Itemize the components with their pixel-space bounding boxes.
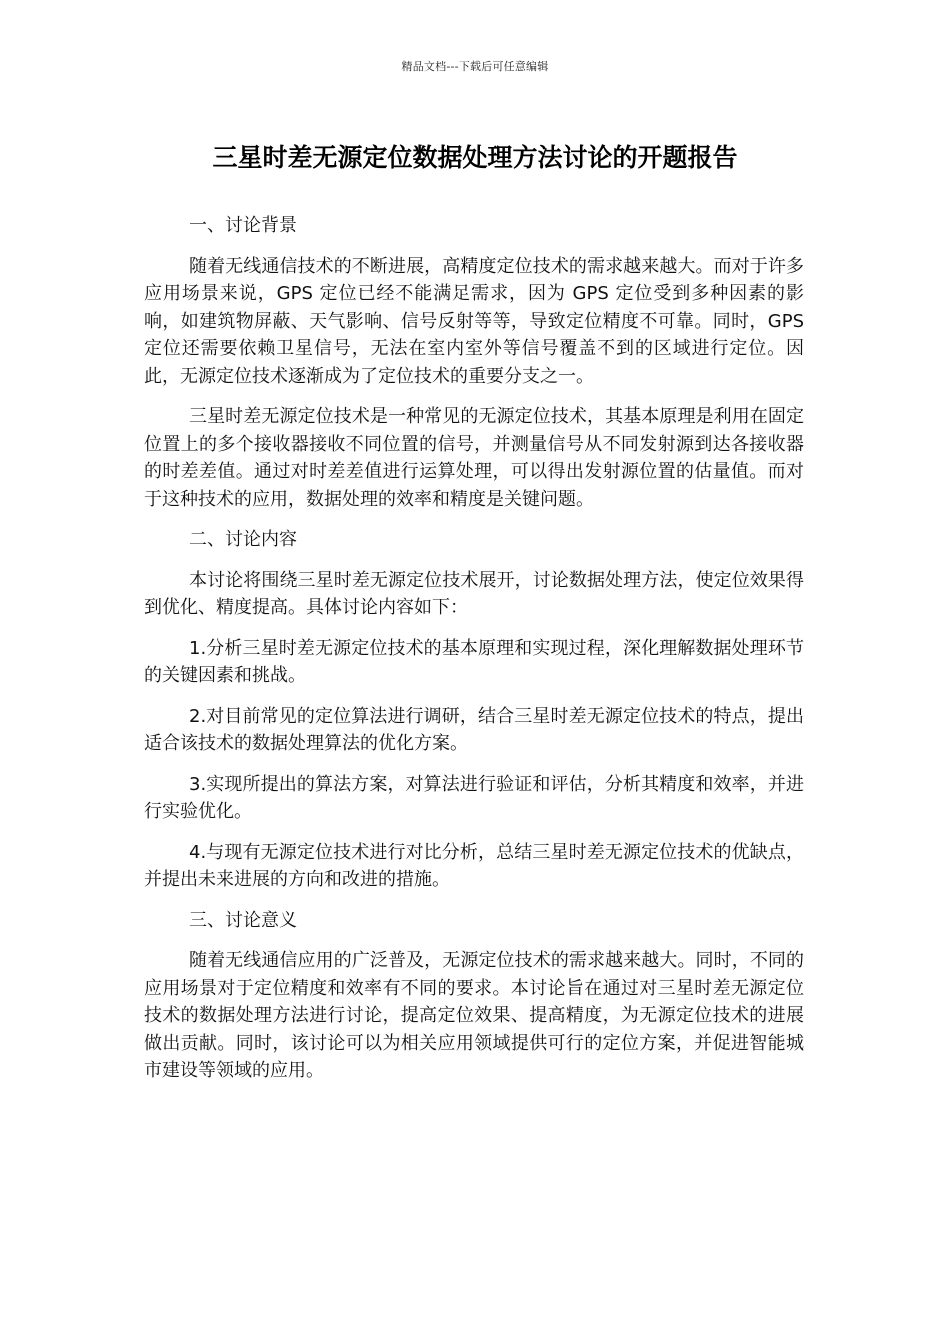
section-heading: 三、讨论意义 [189,909,297,931]
list-item: 4.与现有无源定位技术进行对比分析，总结三星时差无源定位技术的优缺点，并提出未来进展的方向和改进的措施。 [144,841,804,890]
list-item: 2.对目前常见的定位算法进行调研，结合三星时差无源定位技术的特点，提出适合该技术的数据处理算法的优化方案。 [144,705,804,754]
header-note: 精品文档---下载后可任意编辑 [401,60,549,73]
paragraph: 随着无线通信应用的广泛普及，无源定位技术的需求越来越大。同时，不同的应用场景对于定位精度和效率有不同的要求。本讨论旨在通过对三星时差无源定位技术的数据处理方法进行讨论，提高定位效果、提高精度，为无源定位技术的进展做出贡献。同时，该讨论可以为相关应用领域提供可行的定位方案，并促进智能城市建设等领域的应用。 [144,950,804,1081]
document-body [144,212,804,1098]
list-item: 1.分析三星时差无源定位技术的基本原理和实现过程，深化理解数据处理环节的关键因素和挑战。 [144,637,804,686]
section-significance [144,907,804,1085]
section-content [144,526,804,894]
paragraph: 本讨论将围绕三星时差无源定位技术展开，讨论数据处理方法，使定位效果得到优化、精度提高。具体讨论内容如下： [144,569,804,618]
list-item: 3.实现所提出的算法方案，对算法进行验证和评估，分析其精度和效率，并进行实验优化。 [144,773,804,822]
paragraph: 三星时差无源定位技术是一种常见的无源定位技术，其基本原理是利用在固定位置上的多个接收器接收不同位置的信号，并测量信号从不同发射源到达各接收器的时差差值。通过对时差差值进行运算处理，可以得出发射源位置的估量值。而对于这种技术的应用，数据处理的效率和精度是关键问题。 [144,406,804,510]
section-heading: 一、讨论背景 [189,215,297,236]
section-background [144,212,804,513]
document-title: 三星时差无源定位数据处理方法讨论的开题报告 [212,143,738,172]
paragraph: 随着无线通信技术的不断进展，高精度定位技术的需求越来越大。而对于许多应用场景来说，GPS 定位已经不能满足需求，因为 GPS 定位受到多种因素的影响，如建筑物屏蔽、天气影响、信号反射等等，导致定位精度不可靠。同时，GPS 定位还需要依赖卫星信号，无法在室内室外等信号覆盖不到的区域进行定位。因此，无源定位技术逐渐成为了定位技术的重要分支之一。 [144,255,804,387]
section-heading: 二、讨论内容 [189,529,297,550]
